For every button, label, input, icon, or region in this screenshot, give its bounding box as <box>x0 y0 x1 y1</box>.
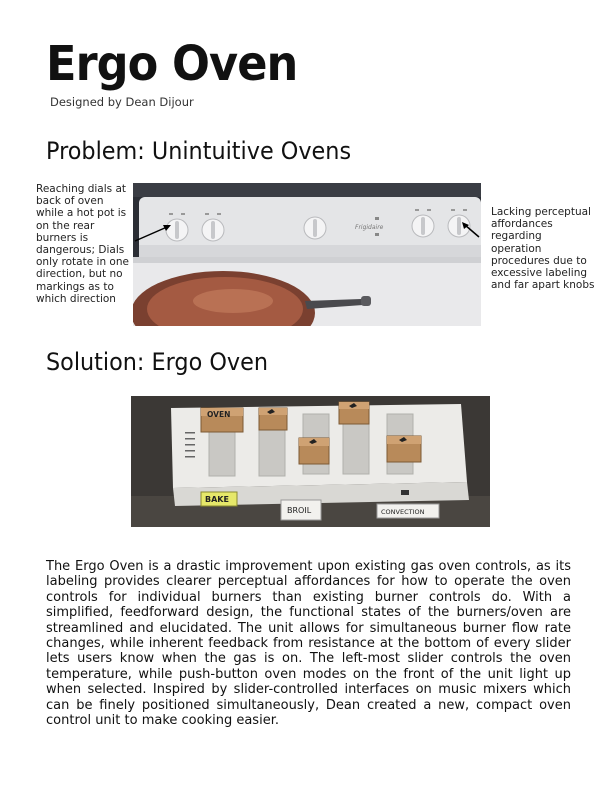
slider-knob <box>339 402 369 424</box>
byline: Designed by Dean Dijour <box>50 95 194 109</box>
prototype-illustration <box>131 396 490 527</box>
slider-knob <box>387 436 421 462</box>
convection-button <box>377 504 439 518</box>
oven-label: OVEN <box>207 410 231 419</box>
bake-button <box>201 492 237 506</box>
slider-knob-oven <box>201 408 243 432</box>
page-title: Ergo Oven <box>46 36 298 92</box>
bake-label: BAKE <box>205 495 229 504</box>
stove-brand-label: Frigidaire <box>355 224 384 231</box>
stove-illustration <box>133 183 481 326</box>
dial <box>412 215 434 237</box>
dial <box>166 219 188 241</box>
slider-knob <box>259 408 287 430</box>
right-annotation: Lacking perceptual affordances regarding operation procedures due to excessive labeling and far apart knobs <box>491 206 595 292</box>
slider-knob <box>299 438 329 464</box>
broil-button <box>281 500 321 520</box>
solution-heading: Solution: Ergo Oven <box>46 348 269 376</box>
dial <box>202 219 224 241</box>
stove-photo <box>133 183 481 326</box>
dial <box>304 217 326 239</box>
convection-label: CONVECTION <box>381 508 425 516</box>
broil-label: BROIL <box>287 506 312 515</box>
description-paragraph: The Ergo Oven is a drastic improvement upon existing gas oven controls, as its labeling provides clearer perceptual affordances for how to operate the oven controls for individual burners than existing burner controls do. With a simplified, feedforward design, the functional states of the burners/oven are streamlined and elucidated. The unit allows for simultaneous burner flow rate changes, while inherent feedback from resistance at the bottom of every slider lets users know when the gas is on. The left-most slider controls the oven temperature, while push-button oven modes on the front of the unit light up when selected. Inspired by slider-controlled interfaces on music mixers which can be finely positioned simultaneously, Dean created a new, compact oven control unit to make cooking easier. <box>46 559 571 729</box>
left-annotation: Reaching dials at back of oven while a hot pot is on the rear burners is dangerous; Dials only rotate in one direction, but no markings as to which direction <box>36 183 129 305</box>
prototype-photo <box>131 396 490 527</box>
problem-heading: Problem: Unintuitive Ovens <box>46 137 352 165</box>
